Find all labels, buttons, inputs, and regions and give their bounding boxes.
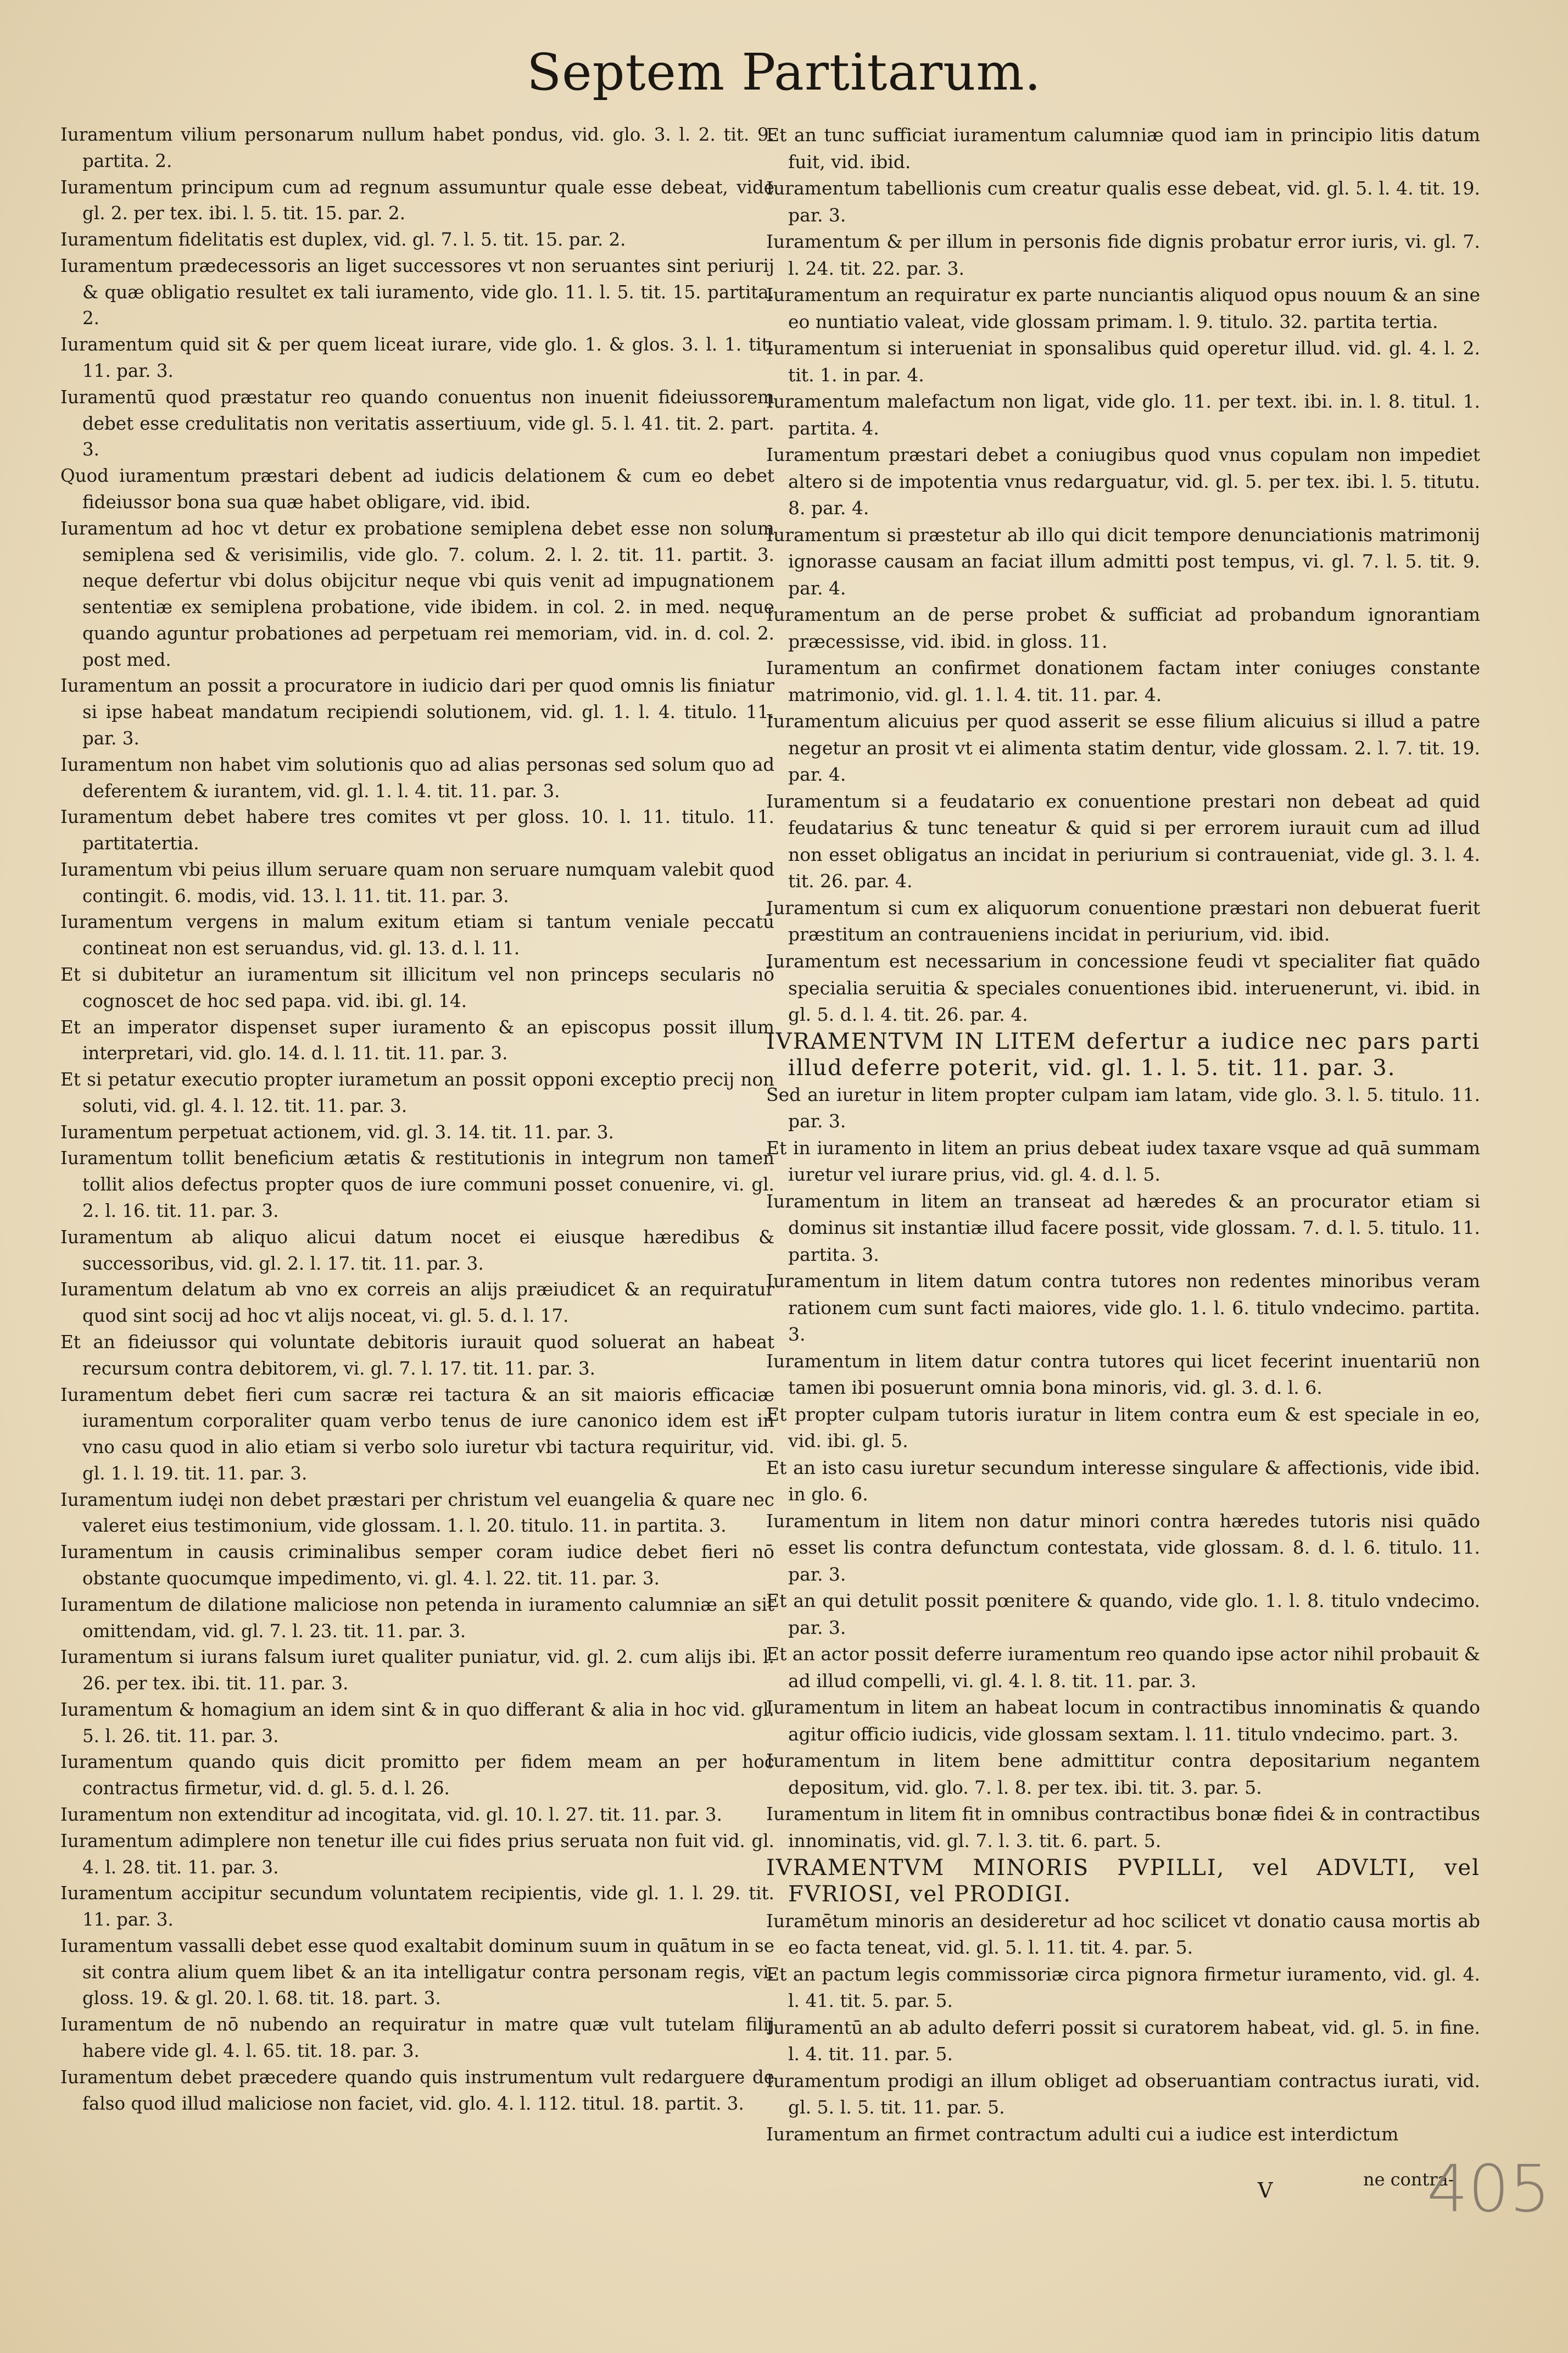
index-entry: Iuramentum non extenditur ad incogitata, vid. gl. 10. l. 27. tit. 11. par. 3. xyxy=(60,1804,722,1825)
index-entry: Iuramentum in litem datur contra tutores qui licet fecerint inuentariū non tamen ibi posuerunt omnia bona minoris, vid. gl. 3. d. l. 6. xyxy=(766,1350,1480,1399)
index-entry: Et si dubitetur an iuramentum sit illicitum vel non princeps secularis nō cognoscet de hoc sed papa. vid. ibi. gl. 14. xyxy=(60,964,774,1011)
index-entry: Iuramētum minoris an desideretur ad hoc scilicet vt donatio causa mortis ab eo facta teneat, vid. gl. 5. l. 11. tit. 4. par. 5. xyxy=(766,1910,1480,1959)
index-entry: Iuramentum in litem an transeat ad hæredes & an procurator etiam si dominus sit instantiæ illud facere possit, vide glossam. 7. d. l. 5. titulo. 11. partita. 3. xyxy=(766,1190,1480,1265)
index-entry: Iuramentum & per illum in personis fide dignis probatur error iuris, vi. gl. 7. l. 24. tit. 22. par. 3. xyxy=(766,231,1480,279)
index-entry: Iuramentum ad hoc vt detur ex probatione semiplena debet esse non solum semiplena sed & verisimilis, vide glo. 7. colum. 2. l. 2. tit. 11. partit. 3. neque defertur vbi dolus obijcitur neque vbi quis venit ad impugnationem sententiæ ex semiplena probatione, vide ibidem. in col. 2. in med. neque quando aguntur probationes ad perpetuam rei memoriam, vid. in. d. col. 2. post med. xyxy=(60,518,774,670)
index-entry: Iuramentum tollit beneficium ætatis & restitutionis in integrum non tamen tollit alios defectus propter quos de iure communi posset conuenire, vi. gl. 2. l. 16. tit. 11. par. 3. xyxy=(60,1148,774,1222)
index-entry: Iuramentum in litem datum contra tutores non redentes minoribus veram rationem cum sunt facti maiores, vide glo. 1. l. 6. titulo vndecimo. partita. 3. xyxy=(766,1270,1480,1345)
index-entry: Et an isto casu iuretur secundum interesse singulare & affectionis, vide ibid. in glo. 6. xyxy=(766,1456,1480,1505)
index-entry: Iuramentum perpetuat actionem, vid. gl. 3. 14. tit. 11. par. 3. xyxy=(60,1121,614,1143)
index-entry: Iuramentum vergens in malum exitum etiam si tantum veniale peccatū contineat non est seruandus, vid. gl. 13. d. l. 11. xyxy=(60,911,774,959)
index-entry: Iuramentum quid sit & per quem liceat iurare, vide glo. 1. & glos. 3. l. 1. tit. 11. par. 3. xyxy=(60,334,774,382)
index-entry: Iuramentum debet præcedere quando quis instrumentum vult redarguere de falso quod illud maliciose non faciet, vid. glo. 4. l. 112. titul. 18. partit. 3. xyxy=(60,2066,774,2114)
index-entry: Iuramentū quod præstatur reo quando conuentus non inuenit fideiussorem debet esse credulitatis non veritatis assertiuum, vide gl. 5. l. 41. tit. 2. part. 3. xyxy=(60,386,774,460)
index-entry: Iuramentum de nō nubendo an requiratur in matre quæ vult tutelam filij habere vide gl. 4. l. 65. tit. 18. par. 3. xyxy=(60,2014,774,2062)
index-entry: Iuramentum principum cum ad regnum assumuntur quale esse debeat, vide gl. 2. per tex. ibi. l. 5. tit. 15. par. 2. xyxy=(60,176,774,224)
index-entry: Iuramentum vbi peius illum seruare quam non seruare numquam valebit quod contingit. 6. modis, vid. 13. l. 11. tit. 11. par. 3. xyxy=(60,859,774,906)
index-entry: Iuramentum accipitur secundum voluntatem recipientis, vide gl. 1. l. 29. tit. 11. par. 3. xyxy=(60,1883,774,1931)
index-entry: Iuramentum an possit a procuratore in iudicio dari per quod omnis lis finiatur si ipse habeat mandatum recipiendi solutionem, vid. gl. 1. l. 4. titulo. 11. par. 3. xyxy=(60,675,774,749)
index-entry: Iuramentum fidelitatis est duplex, vid. gl. 7. l. 5. tit. 15. par. 2. xyxy=(60,229,626,251)
index-entry: Iuramentum in litem non datur minori contra hæredes tutoris nisi quādo esset lis contra defunctum contestata, vide glossam. 8. d. l. 6. titulo. 11. par. 3. xyxy=(766,1510,1480,1585)
index-entry: Iuramentum si præstetur ab illo qui dicit tempore denunciationis matrimonij ignorasse causam an faciat illum admitti post tempus, vi. gl. 7. l. 5. tit. 9. par. 4. xyxy=(766,524,1480,599)
index-entry: Iuramentum prodigi an illum obliget ad obseruantiam contractus iurati, vid. gl. 5. l. 5. tit. 11. par. 5. xyxy=(766,2070,1480,2118)
index-entry: Iuramentum an firmet contractum adulti cui a iudice est interdictum xyxy=(766,2123,1399,2145)
index-entry: Iuramentum alicuius per quod asserit se esse filium alicuius si illud a patre negetur an prosit vt ei alimenta statim dentur, vide glossam. 2. l. 7. tit. 19. par. 4. xyxy=(766,710,1480,786)
index-entry: Iuramentum præstari debet a coniugibus quod vnus copulam non impediet altero si de impotentia vnus redarguatur, vid. gl. 5. per tex. ibi. l. 5. titutu. 8. par. 4. xyxy=(766,444,1480,519)
catchword: ne contra- xyxy=(1363,2169,1454,2190)
index-entry: Iuramentum in litem fit in omnibus contractibus bonæ fidei & in contractibus innominatis, vid. gl. 7. l. 3. tit. 6. part. 5. xyxy=(766,1803,1480,1851)
index-entry: IVRAMENTVM IN LITEM defertur a iudice nec pars parti illud deferre poterit, vid. gl. 1. l. 5. tit. 11. par. 3. xyxy=(766,1028,1480,1081)
index-entry: Et an imperator dispenset super iuramento & an episcopus possit illum interpretari, vid. glo. 14. d. l. 11. tit. 11. par. 3. xyxy=(60,1016,774,1064)
index-entry: Et an actor possit deferre iuramentum reo quando ipse actor nihil probauit & ad illud compelli, vi. gl. 4. l. 8. tit. 11. par. 3. xyxy=(766,1643,1480,1692)
index-entry: Iuramentum delatum ab vno ex correis an alijs præiudicet & an requiratur quod sint socij ad hoc vt alijs noceat, vi. gl. 5. d. l. 17. xyxy=(60,1279,774,1327)
index-entry: Et an tunc sufficiat iuramentum calumniæ quod iam in principio litis datum fuit, vid. ibid. xyxy=(766,124,1480,173)
running-header: Septem Partitarum. xyxy=(527,43,1041,102)
index-entry: Iuramentum in causis criminalibus semper coram iudice debet fieri nō obstante quocumque impedimento, vi. gl. 4. l. 22. tit. 11. par. 3. xyxy=(60,1542,774,1589)
index-entry: Iuramentum an requiratur ex parte nunciantis aliquod opus nouum & an sine eo nuntiatio valeat, vide glossam primam. l. 9. titulo. 32. partita tertia. xyxy=(766,284,1480,332)
index-entry: Iuramentum malefactum non ligat, vide glo. 11. per text. ibi. in. l. 8. titul. 1. partita. 4. xyxy=(766,391,1480,439)
index-entry: Iuramentum iudęi non debet præstari per christum vel euangelia & quare nec valeret eius testimonium, vide glossam. 1. l. 20. titulo. 11. in partita. 3. xyxy=(60,1489,774,1537)
index-entry: Et an qui detulit possit pœnitere & quando, vide glo. 1. l. 8. titulo vndecimo. par. 3. xyxy=(766,1590,1480,1638)
index-entry: Iuramentum in litem an habeat locum in contractibus innominatis & quando agitur officio iudicis, vide glossam sextam. l. 11. titulo vndecimo. part. 3. xyxy=(766,1696,1480,1745)
index-entry: Iuramentum est necessarium in concessione feudi vt specialiter fiat quādo specialia seruitia & speciales conuentiones ibid. interuenerunt, vi. ibid. in gl. 5. d. l. 4. tit. 26. par. 4. xyxy=(766,950,1480,1026)
index-entry: Iuramentum adimplere non tenetur ille cui fides prius seruata non fuit vid. gl. 4. l. 28. tit. 11. par. 3. xyxy=(60,1830,774,1878)
index-entry: Iuramentum an confirmet donationem factam inter coniuges constante matrimonio, vid. gl. 1. l. 4. tit. 11. par. 4. xyxy=(766,657,1480,705)
index-entry: Iuramentum vilium personarum nullum habet pondus, vid. glo. 3. l. 2. tit. 9. partita. 2. xyxy=(60,124,774,171)
index-entry: Iuramentum & homagium an idem sint & in quo differant & alia in hoc vid. gl. 5. l. 26. tit. 11. par. 3. xyxy=(60,1699,774,1746)
index-entry: Et propter culpam tutoris iuratur in litem contra eum & est speciale in eo, vid. ibi. gl. 5. xyxy=(766,1403,1480,1452)
folio-number: 405 xyxy=(1427,2151,1551,2227)
index-entry: Sed an iuretur in litem propter culpam iam latam, vide glo. 3. l. 5. titulo. 11. par. 3. xyxy=(766,1083,1480,1132)
signature-mark: V xyxy=(1258,2178,1273,2202)
index-entry: Quod iuramentum præstari debent ad iudicis delationem & cum eo debet fideiussor bona sua quæ habet obligare, vid. ibid. xyxy=(60,465,774,513)
index-entry: Iuramentum an de perse probet & sufficiat ad probandum ignorantiam præcessisse, vid. ibid. in gloss. 11. xyxy=(766,604,1480,652)
index-entry: Iuramentum de dilatione maliciose non petenda in iuramento calumniæ an sit omittendam, vid. gl. 7. l. 23. tit. 11. par. 3. xyxy=(60,1594,774,1642)
index-entry: Iuramentum vassalli debet esse quod exaltabit dominum suum in quātum in se sit contra alium quem libet & an ita intelligatur contra personam regis, vi. gloss. 19. & gl. 20. l. 68. tit. 18. part. 3. xyxy=(60,1935,774,2009)
index-entry: Iuramentum tabellionis cum creatur qualis esse debeat, vid. gl. 5. l. 4. tit. 19. par. 3. xyxy=(766,177,1480,226)
index-entry: Iuramentum prædecessoris an liget successores vt non seruantes sint periurij & quæ obligatio resultet ex tali iuramento, vide glo. 11. l. 5. tit. 15. partita. 2. xyxy=(60,255,774,329)
index-entry: Et in iuramento in litem an prius debeat iudex taxare vsque ad quā summam iuretur vel iurare prius, vid. gl. 4. d. l. 5. xyxy=(766,1137,1480,1186)
index-entry: Iuramentū an ab adulto deferri possit si curatorem habeat, vid. gl. 5. in fine. l. 4. tit. 11. par. 5. xyxy=(766,2016,1480,2065)
index-entry: Iuramentum si cum ex aliquorum conuentione præstari non debuerat fuerit præstitum an contraueniens incidat in periurium, vid. ibid. xyxy=(766,897,1480,945)
index-entry: Iuramentum in litem bene admittitur contra depositarium negantem depositum, vid. glo. 7. l. 8. per tex. ibi. tit. 3. par. 5. xyxy=(766,1750,1480,1798)
index-entry: Iuramentum quando quis dicit promitto per fidem meam an per hoc contractus firmetur, vid. d. gl. 5. d. l. 26. xyxy=(60,1751,774,1799)
index-entry: Iuramentum debet fieri cum sacræ rei tactura & an sit maioris efficaciæ iuramentum corporaliter quam verbo tenus de iure canonico idem est in vno casu quod in alio etiam si verbo solo iuretur vbi tactura requiritur, vid. gl. 1. l. 19. tit. 11. par. 3. xyxy=(60,1384,774,1484)
index-entry: Iuramentum si a feudatario ex conuentione prestari non debeat ad quid feudatarius & tunc teneatur & quid si per errorem iurauit cum ad illud non esset obligatus an incidat in periurium si contraueniat, vide gl. 3. l. 4. tit. 26. par. 4. xyxy=(766,790,1480,892)
index-entry: Et si petatur executio propter iurametum an possit opponi exceptio precij non soluti, vid. gl. 4. l. 12. tit. 11. par. 3. xyxy=(60,1069,774,1116)
index-entry: Et an pactum legis commissoriæ circa pignora firmetur iuramento, vid. gl. 4. l. 41. tit. 5. par. 5. xyxy=(766,1963,1480,2012)
index-entry: Iuramentum non habet vim solutionis quo ad alias personas sed solum quo ad deferentem & iurantem, vid. gl. 1. l. 4. tit. 11. par. 3. xyxy=(60,754,774,802)
index-entry: Iuramentum si iurans falsum iuret qualiter puniatur, vid. gl. 2. cum alijs ibi. l. 26. per tex. ibi. tit. 11. par. 3. xyxy=(60,1646,774,1694)
left-column xyxy=(60,122,774,2117)
index-entry: Et an fideiussor qui voluntate debitoris iurauit quod soluerat an habeat recursum contra debitorem, vi. gl. 7. l. 17. tit. 11. par. 3. xyxy=(60,1331,774,1379)
index-entry: Iuramentum ab aliquo alicui datum nocet ei eiusque hæredibus & successoribus, vid. gl. 2. l. 17. tit. 11. par. 3. xyxy=(60,1226,774,1274)
index-entry: Iuramentum debet habere tres comites vt per gloss. 10. l. 11. titulo. 11. partitatertia. xyxy=(60,806,774,854)
index-entry: Iuramentum si interueniat in sponsalibus quid operetur illud. vid. gl. 4. l. 2. tit. 1. in par. 4. xyxy=(766,337,1480,386)
right-column xyxy=(766,122,1480,2148)
index-entry: IVRAMENTVM MINORIS PVPILLI, vel ADVLTI, vel FVRIOSI, vel PRODIGI. xyxy=(766,1855,1480,1907)
